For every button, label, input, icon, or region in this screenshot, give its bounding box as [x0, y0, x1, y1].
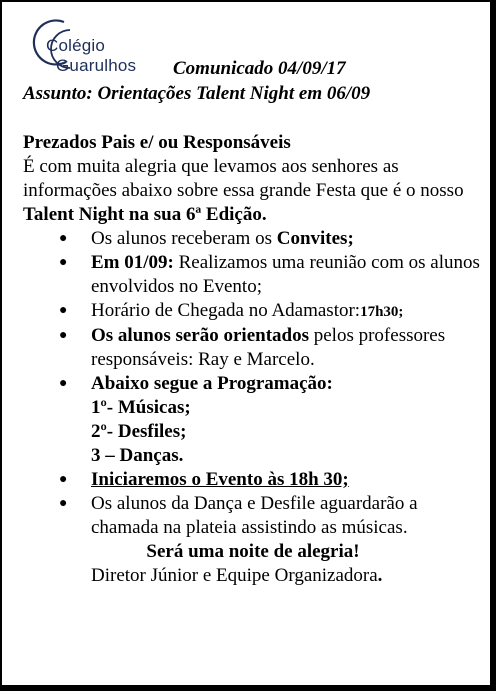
intro-text: É com muita alegria que levamos aos senhores as informações abaixo sobre essa grande Festa que é o nosso — [23, 156, 464, 201]
bullet-icon: ● — [59, 303, 68, 318]
item-bold: Convites; — [276, 228, 354, 249]
item-text: Os alunos da Dança e Desfile aguardarão a chamada na plateia assistindo as músicas. — [91, 493, 418, 538]
item-text: Realizamos uma reunião com os alunos envolvidos no Evento; — [91, 252, 480, 297]
bullet-icon: ● — [59, 255, 68, 270]
item-bold: Abaixo segue a Programação: — [91, 373, 333, 394]
item-text: Horário de Chegada no Adamastor: — [91, 300, 361, 321]
comunicado-number: Comunicado 04/09/17 — [173, 58, 346, 79]
item-bold: Iniciaremos o Evento às 18h 30; — [91, 469, 349, 490]
list-item — [23, 251, 483, 299]
school-logo — [24, 14, 164, 78]
announcement-body — [23, 131, 483, 588]
list-item — [23, 299, 483, 324]
bullet-icon: ● — [59, 328, 68, 343]
bullet-icon: ● — [59, 472, 68, 487]
item-bold: Em 01/09: — [91, 252, 174, 273]
closing-line: Será uma noite de alegria! — [146, 541, 360, 562]
item-text: Os alunos receberam os — [91, 228, 277, 249]
program-item: 3 – Danças. — [91, 445, 184, 466]
logo-text-line1: Colégio — [46, 36, 106, 55]
bullet-icon: ● — [59, 231, 68, 246]
bullet-icon: ● — [59, 376, 68, 391]
intro-paragraph — [23, 155, 483, 227]
item-bold: Os alunos serão orientados — [91, 325, 309, 346]
list-item — [23, 227, 483, 251]
program-item: 1º- Músicas; — [91, 397, 191, 418]
signature-line — [23, 564, 483, 588]
item-text: pelos professores responsáveis: Ray e Marcelo. — [91, 325, 446, 370]
list-item — [23, 468, 483, 492]
list-item — [23, 492, 483, 540]
program-item: 2º- Desfiles; — [91, 421, 187, 442]
assunto-line: Assunto: Orientações Talent Night em 06/09 — [23, 83, 371, 104]
item-bold: 17h30; — [360, 304, 404, 320]
signature-end: . — [377, 565, 383, 586]
info-list — [23, 227, 483, 540]
bullet-icon: ● — [59, 496, 68, 511]
intro-bold: Talent Night na sua 6ª Edição. — [23, 204, 267, 225]
list-item — [23, 324, 483, 372]
greeting: Prezados Pais e/ ou Responsáveis — [23, 132, 291, 153]
signature-text: Diretor Júnior e Equipe Organizadora — [91, 565, 378, 586]
logo-text-line2: Guarulhos — [56, 56, 137, 75]
list-item — [23, 372, 483, 468]
